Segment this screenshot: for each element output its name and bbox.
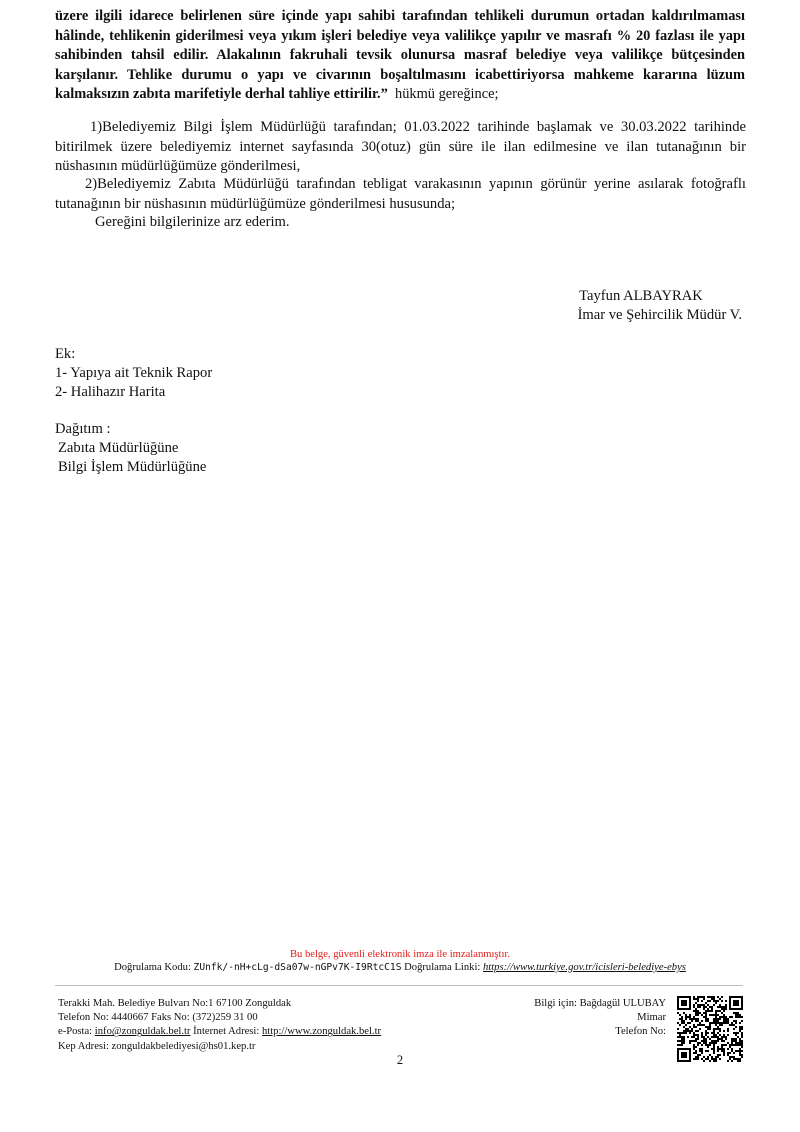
distribution-item: Bilgi İşlem Müdürlüğüne [58, 459, 207, 475]
attachment-item: 2- Halihazır Harita [55, 384, 166, 400]
signer-name: Tayfun ALBAYRAK [579, 288, 703, 304]
distribution-heading: Dağıtım : [55, 421, 111, 437]
footer-email-label: e-Posta: [58, 1026, 93, 1038]
instruction-paragraph-1: 1)Belediyemiz Bilgi İşlem Müdürlüğü tarafından; 01.03.2022 tarihinde başlamak ve 30.03.2022 tarihinde bitirilmek üzere belediyemiz internet sayfasında 30(otuz) gün süre ile ilan edilmesine ve ilan tutanağının bir nüshasının müdürlüğümüze gönderilmesi, [55, 119, 746, 174]
verification-link-label: Doğrulama Linki: [404, 962, 481, 973]
attachment-item: 1- Yapıya ait Teknik Rapor [55, 365, 213, 381]
footer-divider [55, 985, 743, 986]
legal-quote-suffix: hükmü gereğince; [395, 86, 499, 103]
footer-phone-fax: Telefon No: 4440667 Faks No: (372)259 31 00 [58, 1012, 258, 1024]
footer-contact [58, 997, 381, 1054]
instruction-paragraph-2: 2)Belediyemiz Zabıta Müdürlüğü tarafından tebligat varakasının yapının görünür yerine asılarak fotoğraflı tutanağının bir nüshasının müdürlüğümüze gönderilmesi hususunda; [55, 176, 746, 212]
page-number: 2 [396, 1053, 404, 1067]
distribution-item: Zabıta Müdürlüğüne [58, 440, 179, 456]
footer-web-link[interactable]: http://www.zonguldak.bel.tr [261, 1026, 382, 1038]
attachments-block [55, 345, 212, 402]
signer-title: İmar ve Şehircilik Müdür V. [577, 307, 742, 323]
verification-line [0, 962, 800, 973]
footer-info-role: Mimar [637, 1012, 666, 1024]
legal-quote-text: üzere ilgili idarece belirlenen süre içinde yapı sahibi tarafından tehlikeli durumun ortadan kaldırılmaması hâlinde, tehlikenin giderilmesi veya yıkım işleri belediye veya valilikçe yapılır ve masrafı % 20 fazlası ile yapı sahibinden tahsil edilir. Alakalının fakruhali tevsik olunursa masraf belediye veya valilikçe bütçesinden karşılanır. Tehlike durumu o yapı ve civarının boşaltılmasını icabettiriyorsa mahkeme kararına lüzum kalmaksızın zabıta marifetiyle derhal tahliye ettirilir.” [55, 8, 745, 103]
e-signature-notice: Bu belge, güvenli elektronik imza ile imzalanmıştır. [289, 949, 511, 960]
footer-info-for: Bilgi için: Bağdagül ULUBAY [534, 998, 666, 1009]
closing-sentence: Gereğini bilgilerinize arz ederim. [95, 214, 290, 230]
footer-email-web-line [58, 1025, 381, 1039]
footer-info-phone: Telefon No: [615, 1026, 666, 1038]
distribution-block [55, 420, 206, 477]
footer-web-label: İnternet Adresi: [193, 1026, 260, 1038]
signature-block [520, 287, 742, 325]
footer-kep: Kep Adresi: zonguldakbelediyesi@hs01.kep.tr [58, 1040, 256, 1052]
legal-quote-paragraph [55, 7, 745, 105]
verification-link[interactable]: https://www.turkiye.gov.tr/icisleri-belediye-ebys [483, 962, 686, 973]
verification-code: ZUnfk/-nH+cLg-dSa07w-nGPv7K-I9RtcC1S [193, 962, 402, 973]
footer-info [470, 997, 666, 1040]
footer-address: Terakki Mah. Belediye Bulvarı No:1 67100 Zonguldak [58, 998, 292, 1009]
attachments-heading: Ek: [55, 346, 76, 362]
verification-code-label: Doğrulama Kodu: [114, 962, 191, 973]
footer-email-link[interactable]: info@zonguldak.bel.tr [94, 1026, 191, 1038]
